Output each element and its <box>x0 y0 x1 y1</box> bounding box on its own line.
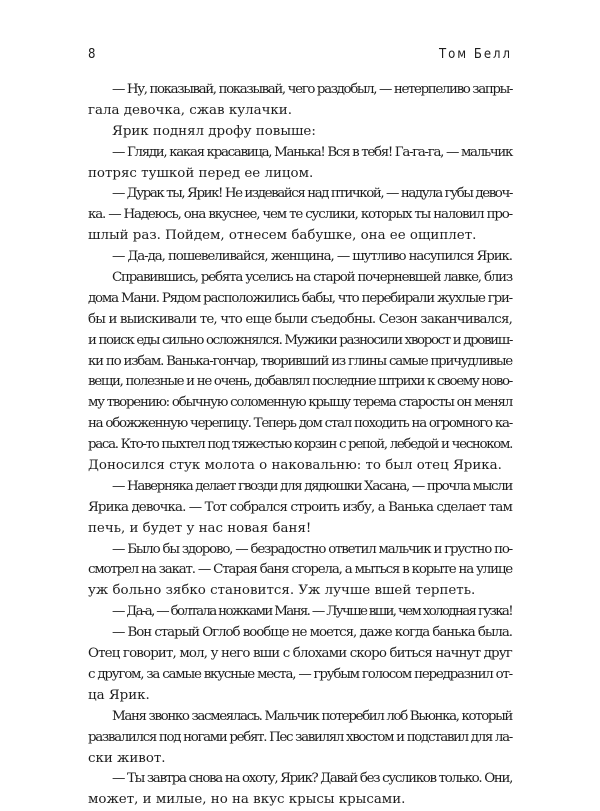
text-line: развалился под ногами ребят. Пес завилял хвостом и подставил для ла- <box>88 729 512 745</box>
text-line: — Вон старый Оглоб вообще не моется, даже когда банька была. <box>112 625 512 641</box>
text-line: Ярик поднял дрофу повыше: <box>112 123 316 139</box>
text-line: и поиск еды сильно осложнялся. Мужики разносили хворост и дровиш- <box>88 332 513 348</box>
text-line: — Да-да, пошевеливайся, женщина, — шутливо насупился Ярик. <box>112 249 512 265</box>
text-line: — Было бы здорово, — безрадостно ответил мальчик и грустно по- <box>112 541 512 557</box>
text-line: — Ну, показывай, показывай, чего раздобыл, — нетерпеливо запры- <box>112 82 513 97</box>
text-line: раса. Кто-то пыхтел под тяжестью корзин с репой, лебедой и чесноком. <box>88 437 513 453</box>
text-line: смотрел на закат. — Старая баня сгорела, а мыться в корыте на улице <box>88 562 513 578</box>
text-line: Ярика девочка. — Тот собрался строить избу, а Ванька сделает там <box>88 499 512 515</box>
running-head-author: Том Белл <box>438 47 512 62</box>
text-line: му творению: обычную соломенную крышу терема старосты он менял <box>88 395 512 411</box>
page-header <box>88 47 512 67</box>
text-line: печь, и будет у нас новая баня! <box>88 520 312 536</box>
text-line: — Наверняка делает гвозди для дядюшки Хасана, — прочла мысли <box>112 478 512 494</box>
text-line: Справившись, ребята уселись на старой почерневшей лавке, близ <box>112 270 512 286</box>
text-line: Отец говорит, мол, у него вши с блохами скоро биться начнут друг <box>88 646 512 662</box>
text-line: уж больно зябко становится. Уж лучше вшей терпеть. <box>88 583 476 599</box>
page-number: 8 <box>88 47 97 62</box>
text-line: — Гляди, какая красавица, Манька! Вся в тебя! Га-га-га, — мальчик <box>112 144 513 160</box>
text-line: ка. — Надеюсь, она вкуснее, чем те суслики, которых ты наловил про- <box>88 207 512 223</box>
text-line: Маня звонко засмеялась. Мальчик потеребил лоб Вьюнка, который <box>112 708 512 724</box>
text-line: на обожженную черепицу. Теперь дом стал походить на огромного ка- <box>88 416 512 432</box>
body-text <box>88 80 512 811</box>
text-line: ца Ярик. <box>88 687 150 703</box>
text-line: потряс тушкой перед ее лицом. <box>88 165 314 181</box>
text-line: ски живот. <box>88 750 166 766</box>
text-line: Доносился стук молота о наковальню: то был отец Ярика. <box>88 458 502 474</box>
text-line: — Дурак ты, Ярик! Не издевайся над птичкой, — надула губы девоч- <box>112 186 512 202</box>
text-line: — Ты завтра снова на охоту, Ярик? Давай без сусликов только. Они, <box>112 771 512 787</box>
text-line: бы и выискивали те, что еще были съедобны. Сезон заканчивался, <box>88 311 512 327</box>
text-line: может, и милые, но на вкус крысы крысами. <box>88 792 406 808</box>
text-line: с другом, за самые вкусные места, — грубым голосом передразнил от- <box>88 666 512 682</box>
text-line: вещи, полезные и не очень, добавлял последние штрихи к своему ново- <box>88 374 512 390</box>
text-line: гала девочка, сжав кулачки. <box>88 102 292 118</box>
text-line: — Да-а, — болтала ножками Маня. — Лучше вши, чем холодная гузка! <box>112 604 512 620</box>
text-line: дома Мани. Рядом расположились бабы, что перебирали жухлые гри- <box>88 290 513 306</box>
text-line: ки по избам. Ванька-гончар, творивший из глины самые причудливые <box>88 353 513 369</box>
text-line: шлый раз. Пойдем, отнесем бабушке, она ее ощиплет. <box>88 228 477 244</box>
